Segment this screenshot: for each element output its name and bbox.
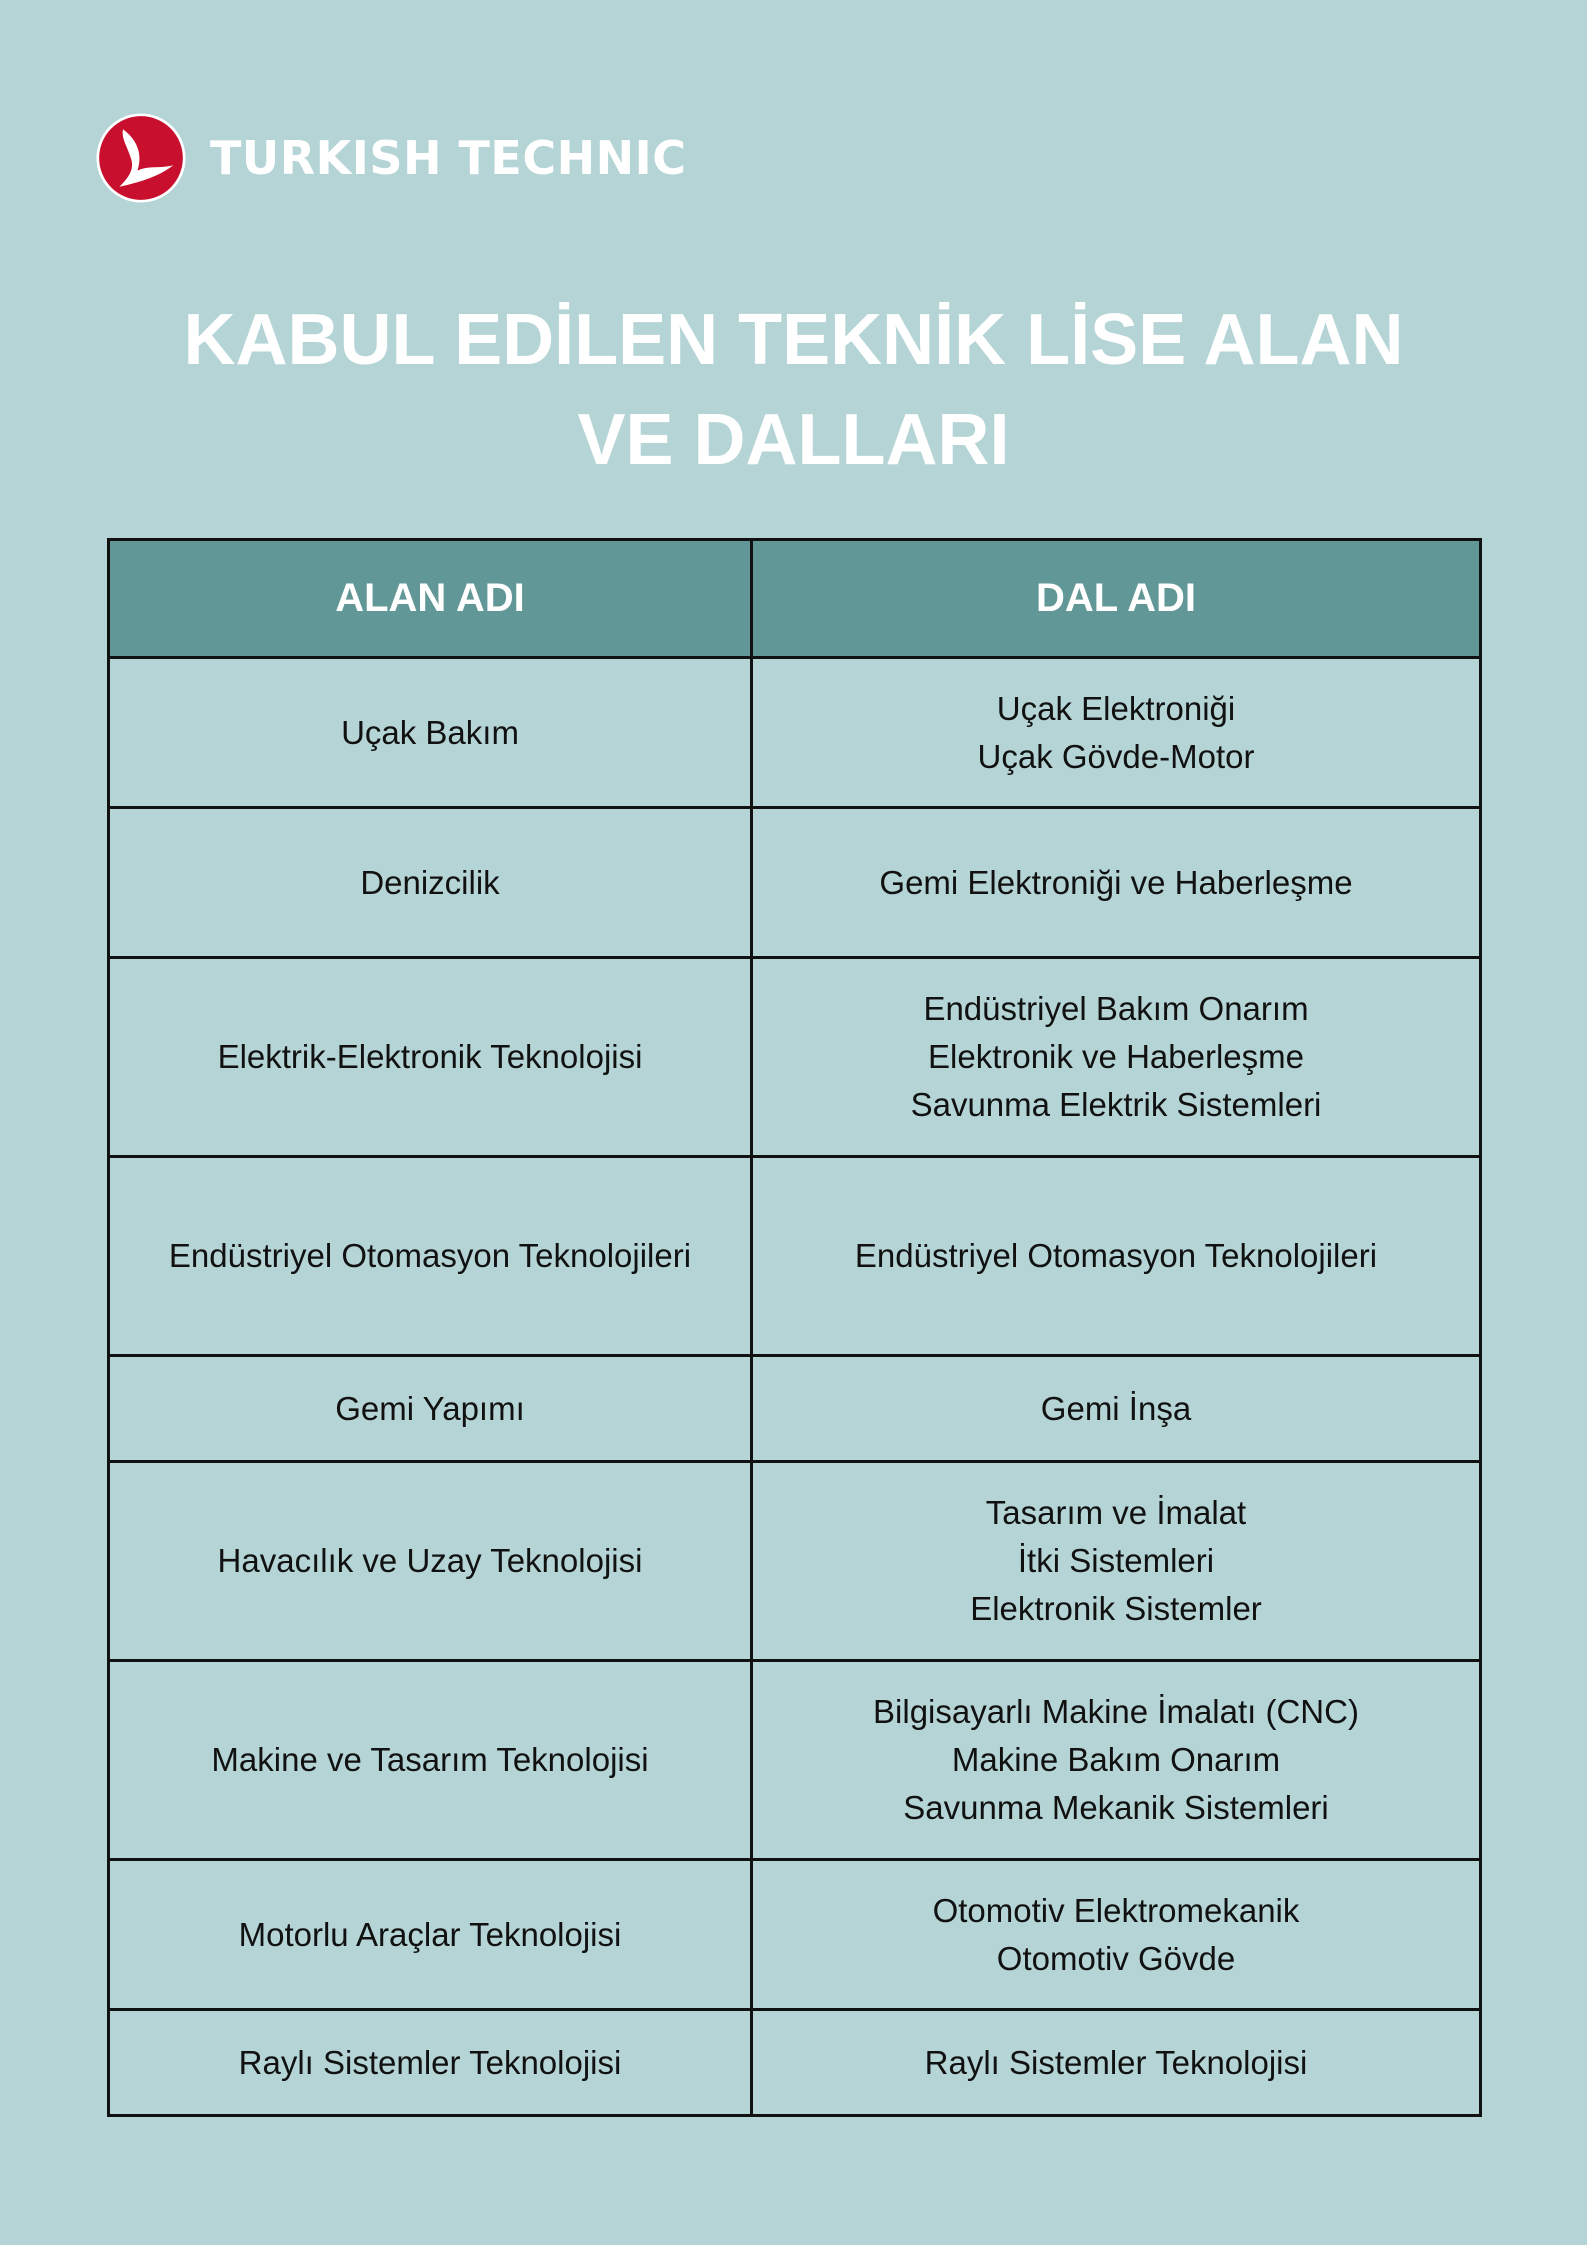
table-row: [109, 1356, 1481, 1462]
dal-item: Savunma Elektrik Sistemleri: [910, 1086, 1322, 1123]
brand-logo: [96, 113, 686, 203]
dal-cell: [752, 1356, 1481, 1462]
dal-item: Elektronik Sistemler: [970, 1590, 1262, 1627]
dal-cell: [752, 808, 1481, 958]
alan-cell: Endüstriyel Otomasyon Teknolojileri: [109, 1157, 752, 1356]
dal-cell: [752, 1462, 1481, 1661]
brand-name: TURKISH TECHNIC: [210, 131, 687, 185]
alan-cell: Elektrik-Elektronik Teknolojisi: [109, 958, 752, 1157]
dal-item: Tasarım ve İmalat: [985, 1494, 1247, 1531]
turkish-airlines-bird-icon: [96, 113, 186, 203]
fields-table: [107, 538, 1482, 2117]
dal-cell: [752, 1860, 1481, 2010]
table-row: [109, 808, 1481, 958]
dal-cell: [752, 1661, 1481, 1860]
dal-item: Elektronik ve Haberleşme: [928, 1038, 1304, 1075]
dal-item: İtki Sistemleri: [1017, 1542, 1215, 1579]
dal-item: Endüstriyel Bakım Onarım: [923, 990, 1309, 1027]
dal-item: Makine Bakım Onarım: [951, 1741, 1281, 1778]
alan-cell: Makine ve Tasarım Teknolojisi: [109, 1661, 752, 1860]
table-row: [109, 1860, 1481, 2010]
dal-item: Savunma Mekanik Sistemleri: [903, 1789, 1329, 1826]
page-title: [0, 290, 1587, 490]
dal-item: Gemi Elektroniği ve Haberleşme: [879, 863, 1353, 901]
dal-item: Otomotiv Gövde: [996, 1939, 1236, 1977]
dal-cell: [752, 1157, 1481, 1356]
dal-item: Bilgisayarlı Makine İmalatı (CNC): [873, 1693, 1359, 1730]
table-row: [109, 958, 1481, 1157]
table-row: [109, 1661, 1481, 1860]
dal-item: Raylı Sistemler Teknolojisi: [924, 2043, 1308, 2081]
dal-item: Uçak Elektroniği: [996, 689, 1236, 727]
dal-item: Otomotiv Elektromekanik: [932, 1891, 1300, 1929]
dal-cell: [752, 658, 1481, 808]
table-row: [109, 2010, 1481, 2116]
table-header-row: [109, 540, 1481, 658]
table-row: [109, 1157, 1481, 1356]
alan-cell: Gemi Yapımı: [109, 1356, 752, 1462]
dal-item: Endüstriyel Otomasyon Teknolojileri: [854, 1237, 1378, 1274]
alan-cell: Motorlu Araçlar Teknolojisi: [109, 1860, 752, 2010]
table-row: [109, 658, 1481, 808]
alan-cell: Raylı Sistemler Teknolojisi: [109, 2010, 752, 2116]
column-header-alan: ALAN ADI: [109, 540, 752, 658]
page-title-line-2: VE DALLARI: [577, 400, 1010, 480]
dal-cell: [752, 2010, 1481, 2116]
dal-cell: [752, 958, 1481, 1157]
table-row: [109, 1462, 1481, 1661]
dal-item: Uçak Gövde-Motor: [977, 737, 1255, 775]
alan-cell: Uçak Bakım: [109, 658, 752, 808]
alan-cell: Denizcilik: [109, 808, 752, 958]
column-header-dal: DAL ADI: [752, 540, 1481, 658]
page-title-line-1: KABUL EDİLEN TEKNİK LİSE ALAN: [183, 300, 1404, 380]
dal-item: Gemi İnşa: [1040, 1389, 1192, 1427]
alan-cell: Havacılık ve Uzay Teknolojisi: [109, 1462, 752, 1661]
